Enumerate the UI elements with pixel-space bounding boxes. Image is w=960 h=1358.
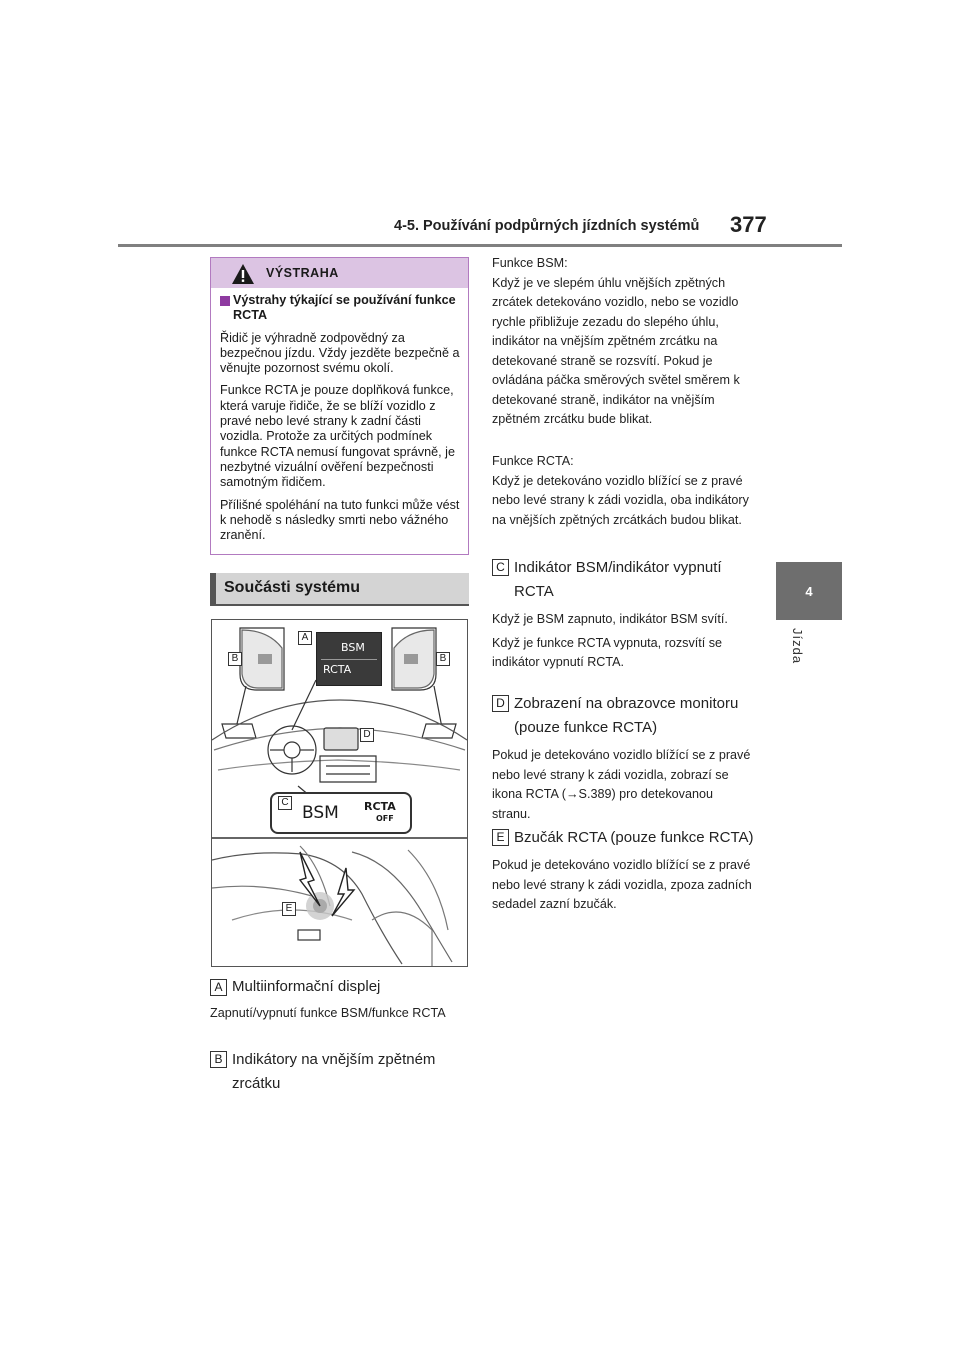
chapter-tab: 4 (776, 562, 842, 620)
warning-triangle-icon (231, 263, 255, 285)
item-c-label: C (492, 559, 509, 576)
header-divider (118, 244, 842, 247)
item-e-title: Bzučák RCTA (pouze funkce RCTA) (514, 829, 754, 846)
warning-paragraph: Řidič je výhradně zodpovědný za bezpečnou jízdu. Vždy jezděte bezpečně a věnujte pozornost svému okolí. (220, 330, 460, 376)
item-a-title: Multiinformační displej (232, 978, 381, 995)
item-c-desc-2: Když je funkce RCTA vypnuta, rozsvítí se indikátor vypnutí RCTA. (492, 635, 723, 669)
warning-body (211, 288, 468, 543)
page-number: 377 (730, 212, 767, 237)
system-components-figure (211, 619, 468, 967)
item-d-desc: Pokud je detekováno vozidlo blížící se z pravé nebo levé strany k zádi vozidla, zobrazí se ikona RCTA (→S.389) pro detekovanou stranu. (492, 748, 751, 821)
callout-c: C (278, 796, 292, 810)
section-heading: Součásti systému (210, 573, 469, 606)
rcta-function-label: Funkce RCTA: (492, 454, 574, 468)
chapter-name: Jízda (790, 628, 805, 665)
item-d-label: D (492, 695, 509, 712)
callout-a: A (298, 631, 312, 645)
item-b-label: B (210, 1051, 227, 1068)
item-a-desc: Zapnutí/vypnutí funkce BSM/funkce RCTA (210, 1006, 446, 1020)
indicator-off-text: OFF (376, 814, 394, 823)
indicator-rcta-text: RCTA (364, 800, 396, 813)
bsm-function-body: Když je ve slepém úhlu vnějších zpětných zrcátek detekováno vozidlo, nebo se vozidlo rychle přibližuje zezadu do slepého úhlu, indikátor na vnějším zpětném zrcátku na detekované straně se rozsvítí. Pokud je ovládána páčka směrových světel směrem k detekované straně, indikátor na vnějším zpětném zrcátku bude blikat. (492, 275, 740, 426)
warning-paragraph: Funkce RCTA je pouze doplňková funkce, která varuje řidiče, že se blíží vozidlo z pravé nebo levé strany k zadní části vozidla. Protože za určitých podmínek funkce RCTA nemusí fungovat správně, je nezbytné vizuální ověření bezpečnosti samotným řidičem. (220, 383, 455, 490)
item-e-desc: Pokud je detekováno vozidlo blížící se z pravé nebo levé strany k zádi vozidla, zpoza zadních sedadel zazní bzučák. (492, 858, 752, 911)
item-e (492, 826, 754, 915)
display-rcta-text: RCTA (323, 663, 352, 676)
display-bsm-text: BSM (341, 641, 365, 654)
item-a (210, 976, 469, 1024)
item-d-title: Zobrazení na obrazovce monitoru (pouze funkce RCTA) (514, 695, 739, 736)
warning-box (210, 257, 469, 555)
bullet-square-icon (220, 296, 230, 306)
callout-e: E (282, 902, 296, 916)
bsm-function-text (492, 254, 754, 430)
item-c-title: Indikátor BSM/indikátor vypnutí RCTA (514, 559, 722, 600)
callout-d: D (360, 728, 374, 742)
bsm-function-label: Funkce BSM: (492, 256, 568, 270)
callout-b-left: B (228, 652, 242, 666)
warning-header (211, 258, 468, 288)
multi-information-display (316, 632, 382, 686)
section-title: 4-5. Používání podpůrných jízdních systémů (394, 218, 700, 234)
display-divider (321, 659, 377, 660)
item-a-label: A (210, 979, 227, 996)
indicator-bsm-text: BSM (302, 803, 339, 823)
callout-b-right: B (436, 652, 450, 666)
warning-title: VÝSTRAHA (266, 266, 339, 280)
item-d (492, 692, 754, 824)
item-c-desc-1: Když je BSM zapnuto, indikátor BSM svítí. (492, 612, 728, 626)
item-b (210, 1048, 469, 1096)
section-divider (210, 604, 469, 606)
warning-paragraph: Přílišné spoléhání na tuto funkci může vést k nehodě s následky smrti nebo vážného zranění. (220, 497, 460, 543)
rcta-function-text (492, 452, 754, 530)
item-c (492, 556, 754, 673)
warning-subheading: Výstrahy týkající se používání funkce RCTA (220, 293, 460, 324)
item-e-label: E (492, 829, 509, 846)
item-b-title: Indikátory na vnějším zpětném zrcátku (232, 1051, 436, 1092)
rcta-function-body: Když je detekováno vozidlo blížící se z pravé nebo levé strany k zádi vozidla, oba indikátory na vnějších zpětných zrcátkách budou blikat. (492, 473, 749, 527)
